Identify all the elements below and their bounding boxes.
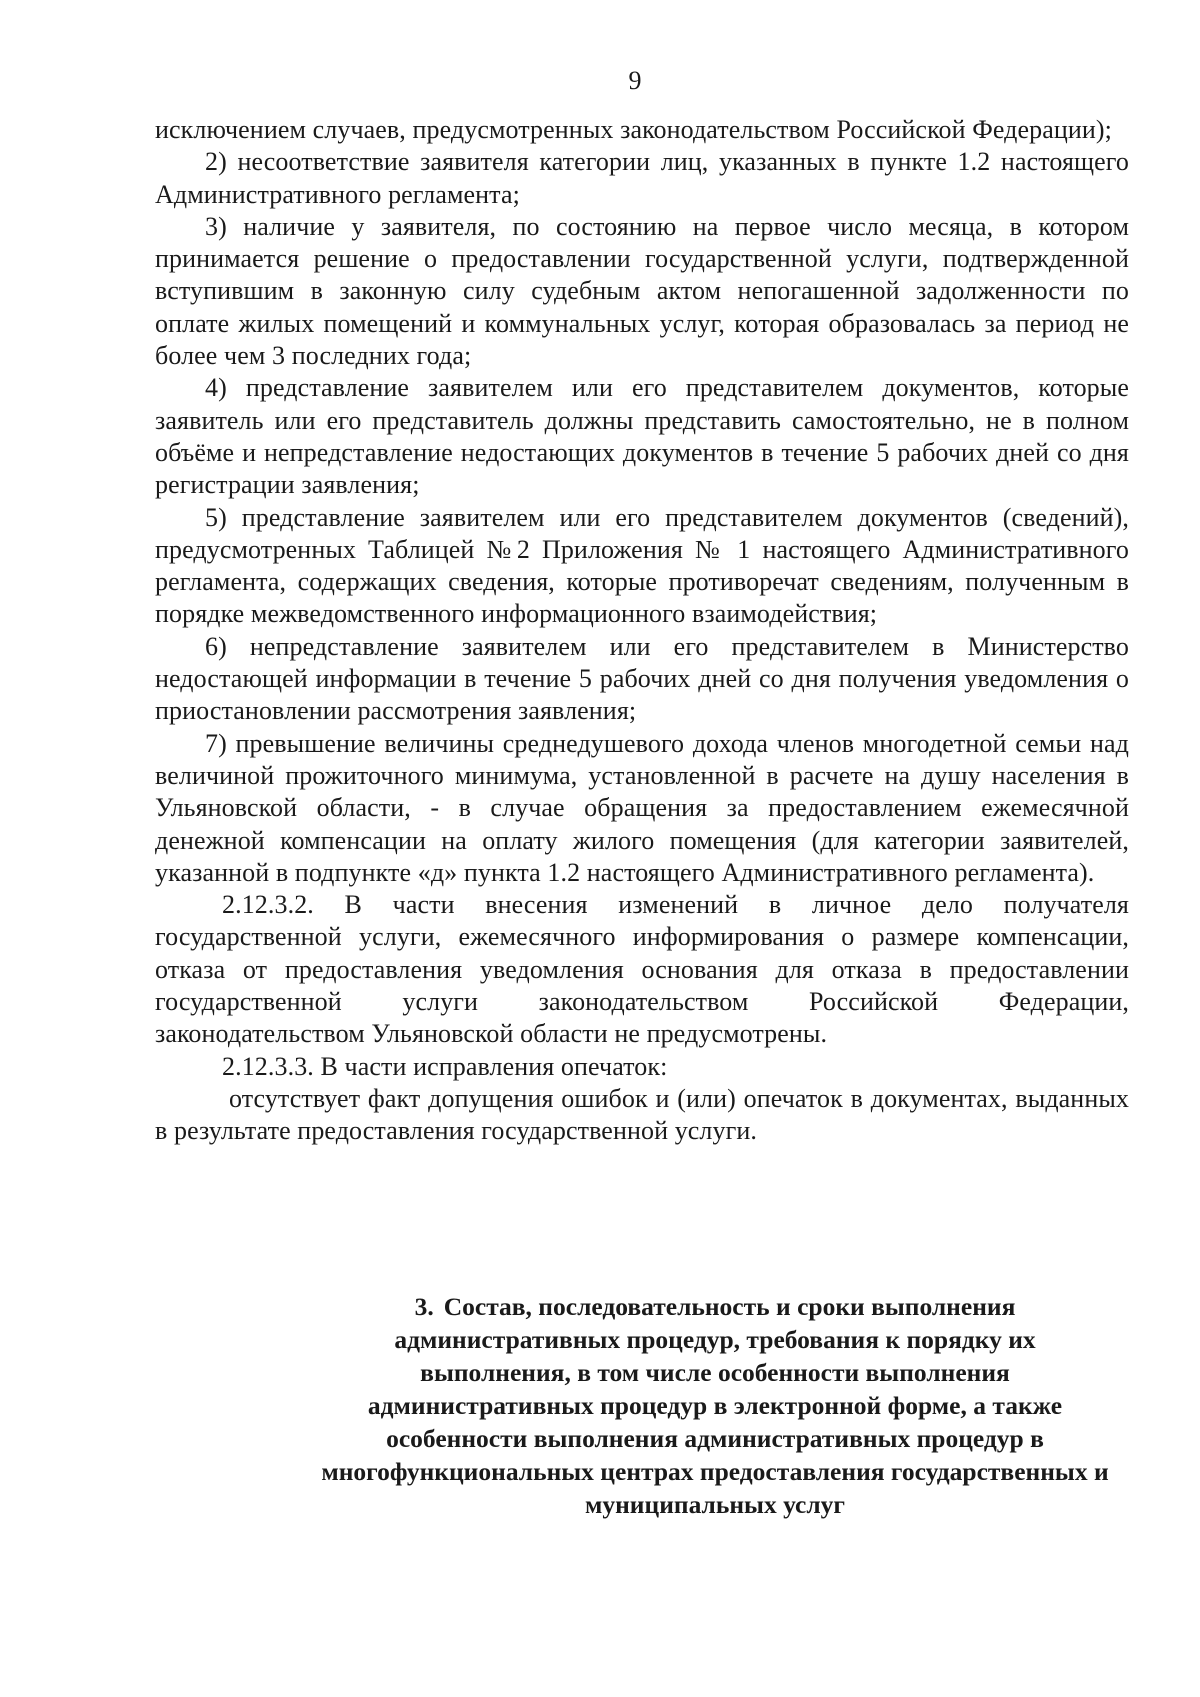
list-item-5: 5) представление заявителем или его представителем документов (сведений), предусмотренных Таблицей №2 Приложения № 1 настоящего Административного регламента, содержащих сведения, которые противоречат сведениям, полученным в порядке межведомственного информационного взаимодействия;	[155, 502, 1129, 629]
section-title: Состав, последовательность и сроки выполнения административных процедур, требования к порядку их выполнения, в том числе особенности выполнения административных процедур в электронной форме, а также особенности выполнения административных процедур в многофункциональных центрах предоставления государственных и муниципальных услуг	[321, 1292, 1109, 1519]
document-body	[155, 114, 1129, 1148]
clause-2-12-3-3: 2.12.3.3. В части исправления опечаток:	[222, 1051, 668, 1081]
paragraph: отсутствует факт допущения ошибок и (или) опечаток в документах, выданных в результате предоставления государственной услуги.	[155, 1083, 1129, 1146]
list-item-7: 7) превышение величины среднедушевого дохода членов многодетной семьи над величиной прожиточного минимума, установленной в расчете на душу населения в Ульяновской области, - в случае обращения за предоставлением ежемесячной денежной компенсации на оплату жилого помещения (для категории заявителей, указанной в подпункте «д» пункта 1.2 настоящего Административного регламента).	[155, 728, 1129, 887]
paragraph: исключением случаев, предусмотренных законодательством Российской Федерации);	[155, 115, 1112, 144]
list-item-3: 3) наличие у заявителя, по состоянию на первое число месяца, в котором принимается решение о предоставлении государственной услуги, подтвержденной вступившим в законную силу судебным актом непогашенной задолженности по оплате жилых помещений и коммунальных услуг, которая образовалась за период не более чем 3 последних года;	[155, 211, 1129, 371]
clause-2-12-3-2: 2.12.3.2. В части внесения изменений в личное дело получателя государственной услуги, ежемесячного информирования о размере компенсации, отказа от предоставления уведомления основания для отказа в предоставлении государственной услуги законодательством Российской Федерации, законодательством Ульяновской области не предусмотрены.	[155, 890, 1129, 1049]
list-item-4: 4) представление заявителем или его представителем документов, которые заявитель или его представитель должны представить самостоятельно, не в полном объёме и непредставление недостающих документов в течение 5 рабочих дней со дня регистрации заявления;	[155, 373, 1129, 500]
list-item-2: 2) несоответствие заявителя категории лиц, указанных в пункте 1.2 настоящего Административного регламента;	[155, 147, 1129, 209]
list-item-6: 6) непредставление заявителем или его представителем в Министерство недостающей информации в течение 5 рабочих дней со дня получения уведомления о приостановлении рассмотрения заявления;	[155, 631, 1129, 726]
section-number: 3.	[414, 1292, 434, 1321]
section-heading	[320, 1290, 1110, 1521]
page-number: 9	[628, 66, 642, 95]
